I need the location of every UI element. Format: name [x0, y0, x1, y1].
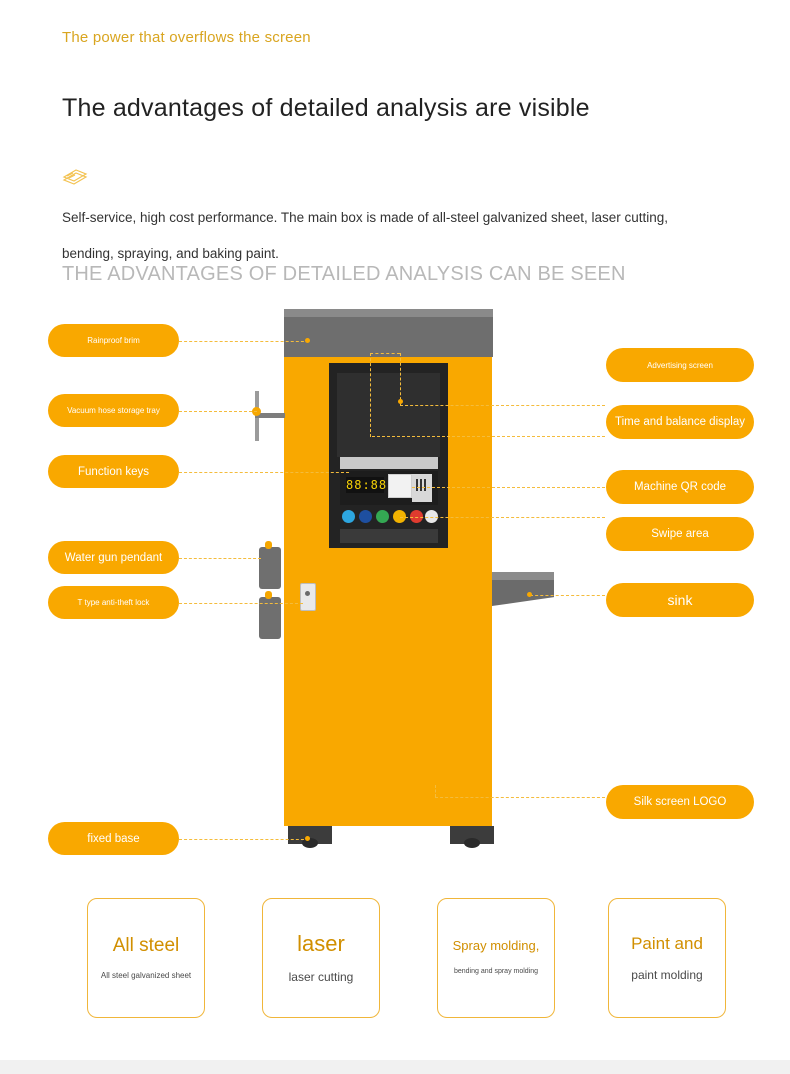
label-t-type-anti-theft-lock[interactable]	[48, 586, 179, 619]
connector-dot	[398, 399, 403, 404]
subheadline-text: THE ADVANTAGES OF DETAILED ANALYSIS CAN BE SEEN	[62, 263, 626, 285]
feature-card-spray-molding[interactable]	[437, 898, 555, 1018]
label-text: Function keys	[78, 465, 149, 478]
eyebrow-text: The power that overflows the screen	[62, 29, 311, 46]
label-time-and-balance-display[interactable]	[606, 405, 754, 439]
label-text: Silk screen LOGO	[633, 796, 727, 808]
card-subtitle: bending and spray molding	[453, 968, 539, 976]
connector-line	[370, 353, 400, 354]
connector-line	[400, 517, 605, 518]
label-sink[interactable]	[606, 583, 754, 617]
label-vacuum-hose-storage-tray[interactable]	[48, 394, 179, 427]
feature-card-list	[0, 898, 790, 1028]
connector-dot	[305, 836, 310, 841]
connector-line	[435, 797, 605, 798]
connector-dot	[305, 338, 310, 343]
label-function-keys[interactable]	[48, 455, 179, 488]
label-fixed-base[interactable]	[48, 822, 179, 855]
connector-line	[179, 558, 261, 559]
swipe-area-part	[388, 474, 412, 498]
function-key	[359, 510, 372, 523]
connector-dot	[527, 592, 532, 597]
label-text: sink	[667, 592, 693, 608]
connector-line-vertical	[370, 353, 371, 437]
silk-screen-logo-part	[430, 788, 490, 802]
card-subtitle: paint molding	[631, 967, 703, 982]
fixed-base-left	[288, 826, 332, 844]
connector-line	[179, 839, 309, 840]
label-advertising-screen[interactable]	[606, 348, 754, 382]
label-text: fixed base	[87, 832, 140, 845]
connector-line	[179, 411, 257, 412]
label-text: Vacuum hose storage tray	[67, 406, 160, 415]
function-keys-part	[340, 508, 438, 528]
function-key	[376, 510, 389, 523]
feature-card-laser[interactable]	[262, 898, 380, 1018]
feature-card-paint[interactable]	[608, 898, 726, 1018]
label-text: Water gun pendant	[64, 551, 163, 564]
document-stack-icon	[62, 168, 88, 186]
label-silk-screen-logo[interactable]	[606, 785, 754, 819]
label-text: Machine QR code	[633, 481, 727, 493]
label-machine-qr-code[interactable]	[606, 470, 754, 504]
feature-card-all-steel[interactable]	[87, 898, 205, 1018]
sink-top-edge	[492, 572, 554, 580]
time-balance-display: 88:88	[346, 478, 388, 492]
connector-line-vertical	[400, 353, 401, 405]
label-rainproof-brim[interactable]	[48, 324, 179, 357]
card-title: All steel	[112, 935, 180, 957]
label-swipe-area[interactable]	[606, 517, 754, 551]
footer-bar	[0, 1060, 790, 1074]
label-text: Advertising screen	[647, 360, 713, 370]
advertising-screen-part	[337, 373, 440, 457]
coin-return-slot	[340, 529, 438, 543]
label-water-gun-pendant[interactable]	[48, 541, 179, 574]
connector-line	[179, 603, 303, 604]
label-text: Rainproof brim	[87, 336, 140, 345]
rainproof-brim-highlight	[284, 309, 493, 317]
machine-qr-code-part	[412, 474, 432, 502]
card-title: Spray molding,	[452, 938, 540, 954]
connector-line	[372, 436, 605, 437]
fixed-base-right	[450, 826, 494, 844]
connector-line	[179, 341, 309, 342]
anti-theft-lock-part	[300, 583, 316, 611]
connector-line	[400, 405, 605, 406]
connector-line	[412, 487, 605, 488]
connector-line	[179, 472, 349, 473]
description-text: Self-service, high cost performance. The main box is made of all-steel galvanized sheet, laser cutting, bending, spraying, and baking paint.	[62, 210, 669, 261]
card-subtitle: laser cutting	[288, 970, 354, 985]
connector-line-vertical	[435, 785, 436, 797]
card-subtitle: All steel galvanized sheet	[100, 971, 192, 981]
page-title: The advantages of detailed analysis are visible	[62, 94, 590, 122]
panel-strip	[340, 457, 438, 469]
card-title: laser	[297, 931, 345, 957]
label-text: Swipe area	[651, 528, 709, 540]
card-title: Paint and	[631, 934, 703, 954]
function-key	[342, 510, 355, 523]
label-text: Time and balance display	[615, 416, 745, 428]
water-gun-pendant-upper	[259, 547, 281, 589]
label-text: T type anti-theft lock	[77, 598, 150, 607]
connector-line	[530, 595, 605, 596]
product-diagram	[0, 295, 790, 875]
